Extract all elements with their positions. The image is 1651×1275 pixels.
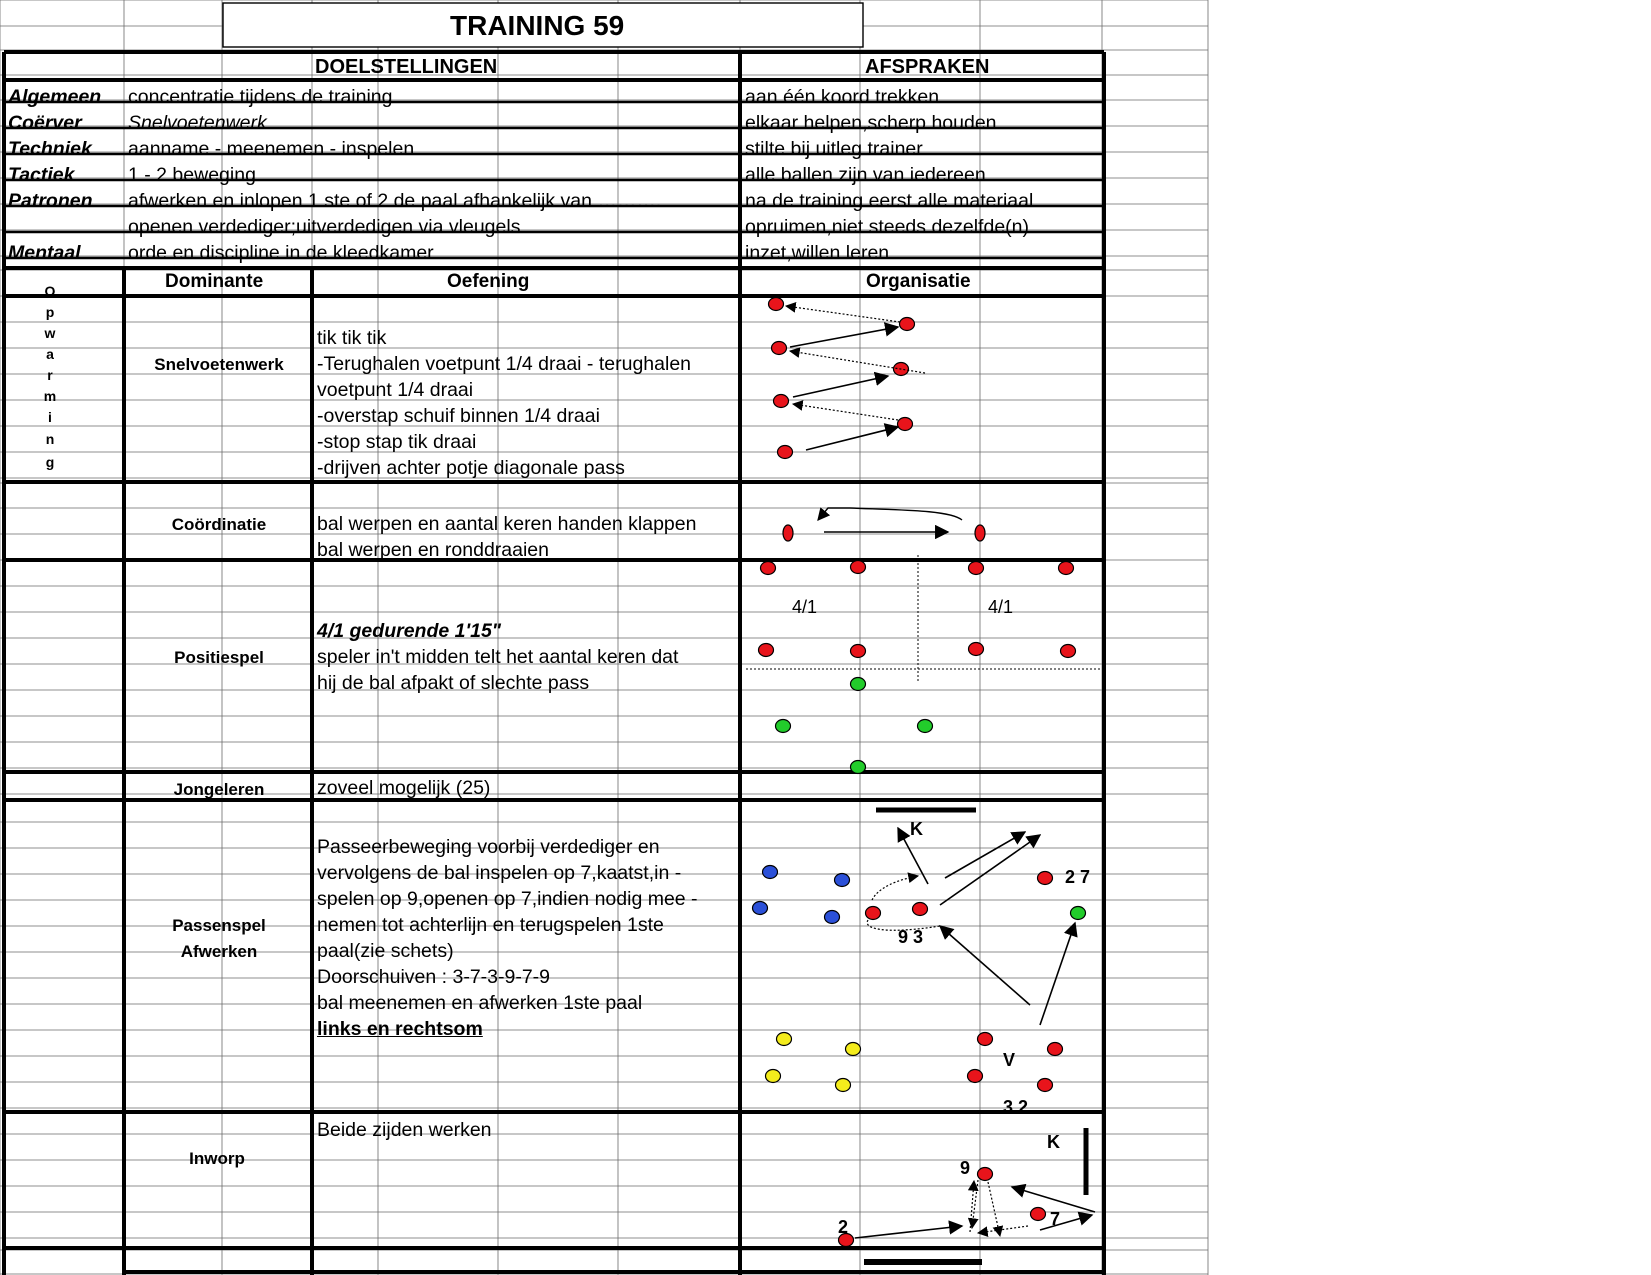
player-marker bbox=[975, 525, 985, 541]
player-marker bbox=[783, 525, 793, 541]
diagram-label: 2 bbox=[838, 1217, 849, 1237]
player-marker bbox=[1048, 1043, 1063, 1056]
pass-arrow bbox=[972, 1180, 978, 1228]
goal-text: Snelvoetenwerk bbox=[128, 112, 267, 134]
dominante-passenspel: Passenspel bbox=[172, 916, 266, 935]
pass-arrow bbox=[872, 876, 918, 900]
header-doelstellingen: DOELSTELLINGEN bbox=[315, 56, 498, 78]
dominante-coordinatie: Coördinatie bbox=[171, 515, 267, 534]
exercise-line: bal werpen en aantal keren handen klappen bbox=[317, 513, 697, 535]
goal-label-techniek: Techniek bbox=[8, 138, 92, 160]
player-marker bbox=[918, 720, 933, 733]
header-organisatie: Organisatie bbox=[866, 271, 971, 292]
player-marker bbox=[835, 874, 850, 887]
goal-text: orde en discipline in de kleedkamer bbox=[128, 242, 434, 264]
diagram-label: K bbox=[1047, 1132, 1060, 1152]
run-arrow bbox=[806, 427, 898, 450]
exercise-line: -Terughalen voetpunt 1/4 draai - terughalen bbox=[317, 353, 692, 375]
goal-text: afwerken en inlopen 1 ste of 2 de paal afhankelijk van ………. bbox=[128, 190, 662, 212]
player-marker bbox=[772, 342, 787, 355]
pass-arrow bbox=[988, 1182, 1000, 1236]
warmup-letter: m bbox=[43, 388, 57, 404]
player-marker bbox=[900, 318, 915, 331]
header-afspraken: AFSPRAKEN bbox=[865, 56, 990, 78]
pass-arrow bbox=[793, 404, 898, 420]
pass-arrow bbox=[978, 1226, 1028, 1233]
diagram-label: K bbox=[910, 819, 923, 839]
player-marker bbox=[846, 1043, 861, 1056]
goal-text: concentratie tijdens de training bbox=[128, 86, 393, 108]
player-marker bbox=[825, 911, 840, 924]
rule-text: alle ballen zijn van iedereen bbox=[745, 164, 986, 186]
player-marker bbox=[851, 761, 866, 774]
exercise-line: vervolgens de bal inspelen op 7,kaatst,in - bbox=[317, 862, 682, 884]
rule-text: aan één koord trekken bbox=[745, 86, 940, 108]
dominante-jongeleren: Jongeleren bbox=[173, 780, 265, 799]
player-marker bbox=[1071, 907, 1086, 920]
warmup-letter: a bbox=[46, 346, 54, 362]
goal-text: openen verdediger;uitverdedigen via vleugels bbox=[128, 216, 521, 238]
player-marker bbox=[766, 1070, 781, 1083]
player-marker bbox=[836, 1079, 851, 1092]
warmup-letter: i bbox=[48, 409, 52, 425]
diagram-label: 7 bbox=[1050, 1209, 1061, 1229]
exercise-line: links en rechtsom bbox=[317, 1018, 483, 1040]
exercise-line: -drijven achter potje diagonale pass bbox=[317, 457, 625, 479]
rule-text: na de training eerst alle materiaal bbox=[745, 190, 1034, 212]
exercise-line: spelen op 9,openen op 7,indien nodig mee - bbox=[317, 888, 698, 910]
player-marker bbox=[1061, 645, 1076, 658]
exercise-line: bal meenemen en afwerken 1ste paal bbox=[317, 992, 643, 1014]
player-marker bbox=[778, 446, 793, 459]
exercise-line: zoveel mogelijk (25) bbox=[317, 777, 491, 799]
exercise-line: Passeerbeweging voorbij verdediger en bbox=[317, 836, 660, 858]
player-marker bbox=[763, 866, 778, 879]
exercise-line: 4/1 gedurende 1'15" bbox=[317, 620, 502, 642]
player-marker bbox=[1038, 1079, 1053, 1092]
exercise-line: -overstap schuif binnen 1/4 draai bbox=[317, 405, 600, 427]
throw-arrow bbox=[818, 508, 962, 520]
warmup-letter: n bbox=[45, 431, 55, 447]
diagram-label: 9 bbox=[960, 1158, 971, 1178]
player-marker bbox=[969, 643, 984, 656]
pass-arrow bbox=[790, 351, 925, 373]
goal-text: 1 - 2 beweging bbox=[128, 164, 256, 186]
player-marker bbox=[777, 1033, 792, 1046]
player-marker bbox=[898, 418, 913, 431]
pass-arrow bbox=[1040, 923, 1075, 1025]
player-marker bbox=[913, 903, 928, 916]
goal-label-coerver: Coërver bbox=[8, 112, 82, 134]
rule-text: elkaar helpen,scherp houden bbox=[745, 112, 997, 134]
diagram-label: V bbox=[1003, 1050, 1016, 1070]
player-marker bbox=[1059, 562, 1074, 575]
goal-label-patronen: Patronen bbox=[8, 190, 93, 212]
header-oefening: Oefening bbox=[447, 271, 530, 292]
warmup-letter: g bbox=[45, 454, 55, 470]
exercise-line: Beide zijden werken bbox=[317, 1119, 492, 1141]
warmup-letter: p bbox=[45, 304, 55, 320]
player-marker bbox=[774, 395, 789, 408]
dominante-inworp: Inworp bbox=[189, 1149, 245, 1168]
diagram-label: 9 3 bbox=[898, 927, 924, 947]
goal-label-tactiek: Tactiek bbox=[8, 164, 75, 186]
player-marker bbox=[1031, 1208, 1046, 1221]
player-marker bbox=[769, 298, 784, 311]
player-marker bbox=[978, 1033, 993, 1046]
player-marker bbox=[851, 678, 866, 691]
warmup-letter: O bbox=[44, 283, 56, 299]
diagram-label: 3 2 bbox=[1003, 1097, 1029, 1117]
exercise-line: hij de bal afpakt of slechte pass bbox=[317, 672, 590, 694]
diagram-label: 4/1 bbox=[792, 597, 818, 617]
goal-label-mentaal: Mentaal bbox=[8, 242, 81, 264]
pass-arrow bbox=[786, 306, 900, 322]
warmup-letter: w bbox=[44, 325, 56, 341]
goal-text: aanname - meenemen - inspelen bbox=[128, 138, 415, 160]
pass-arrow bbox=[940, 926, 1030, 1005]
exercise-line: tik tik tik bbox=[317, 327, 387, 349]
player-marker bbox=[761, 562, 776, 575]
run-arrow bbox=[940, 835, 1040, 905]
run-arrow bbox=[945, 832, 1025, 878]
run-arrow bbox=[790, 327, 898, 347]
dominante-positiespel: Positiespel bbox=[174, 648, 264, 667]
run-arrow bbox=[793, 376, 888, 397]
exercise-line: paal(zie schets) bbox=[317, 940, 454, 962]
exercise-line: voetpunt 1/4 draai bbox=[317, 379, 474, 401]
player-marker bbox=[866, 907, 881, 920]
dominante-afwerken: Afwerken bbox=[180, 942, 258, 961]
rule-text: stilte bij uitleg trainer bbox=[745, 138, 923, 160]
player-marker bbox=[759, 644, 774, 657]
warmup-letter: r bbox=[47, 367, 53, 383]
goal-label-algemeen: Algemeen bbox=[8, 86, 102, 108]
player-marker bbox=[1038, 872, 1053, 885]
player-marker bbox=[753, 902, 768, 915]
run-arrow bbox=[1040, 1215, 1092, 1230]
diagram-label: 4/1 bbox=[988, 597, 1014, 617]
exercise-line: Doorschuiven : 3-7-3-9-7-9 bbox=[317, 966, 551, 988]
rule-text: opruimen,niet steeds dezelfde(n) bbox=[745, 216, 1029, 238]
player-marker bbox=[968, 1070, 983, 1083]
organisation-diagrams bbox=[746, 298, 1100, 1263]
header-dominante: Dominante bbox=[165, 271, 264, 292]
page-title: TRAINING 59 bbox=[450, 10, 625, 41]
player-marker bbox=[851, 561, 866, 574]
exercise-line: speler in't midden telt het aantal keren dat bbox=[317, 646, 679, 668]
player-marker bbox=[776, 720, 791, 733]
player-marker bbox=[851, 645, 866, 658]
exercise-line: nemen tot achterlijn en terugspelen 1ste bbox=[317, 914, 664, 936]
pass-arrow bbox=[855, 1226, 962, 1238]
player-marker bbox=[969, 562, 984, 575]
exercise-line: -stop stap tik draai bbox=[317, 431, 477, 453]
rule-text: inzet,willen leren bbox=[745, 242, 890, 264]
diagram-label: 2 7 bbox=[1065, 867, 1091, 887]
dominante-snelvoetenwerk: Snelvoetenwerk bbox=[154, 355, 284, 374]
player-marker bbox=[978, 1168, 993, 1181]
exercise-line: bal werpen en ronddraaien bbox=[317, 539, 550, 561]
